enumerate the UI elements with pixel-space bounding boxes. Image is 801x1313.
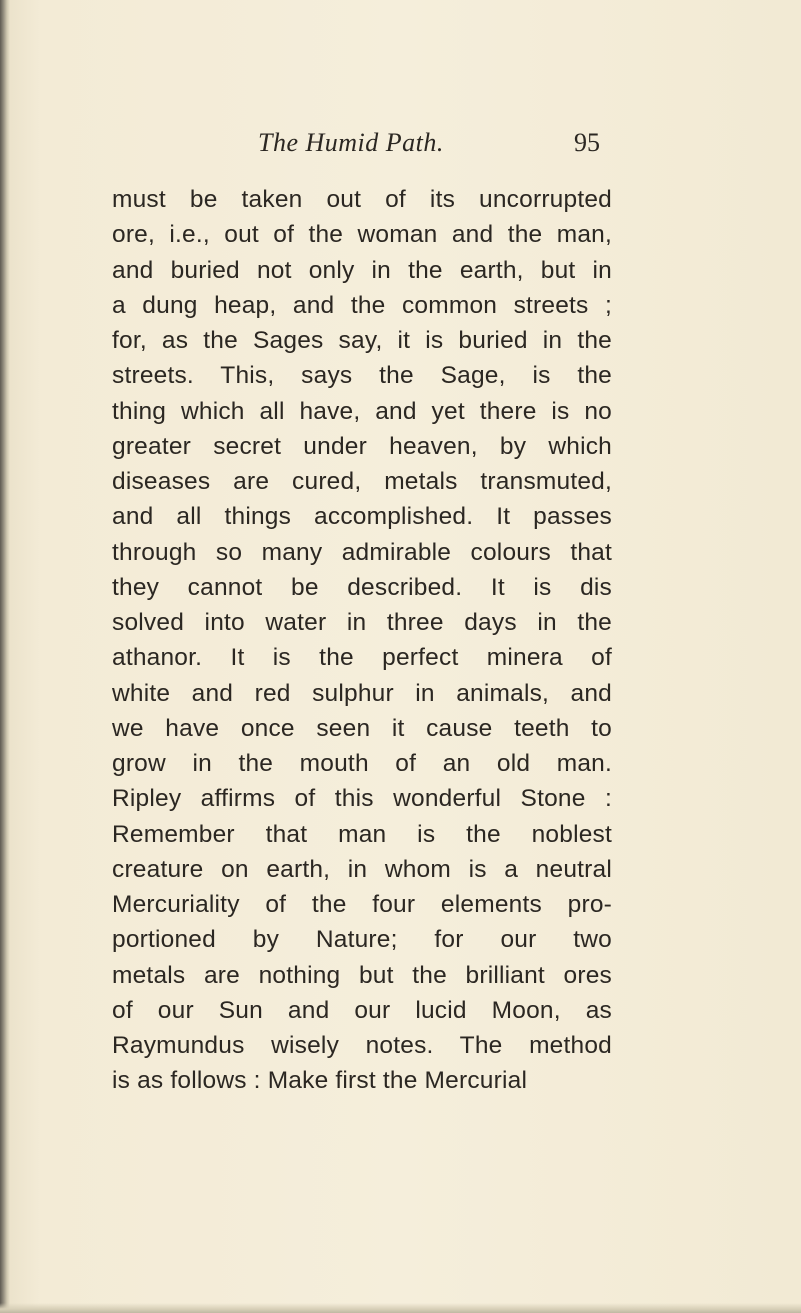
text-line: and buried not only in the earth, but in [112, 256, 612, 284]
page-number: 95 [574, 128, 600, 157]
text-line: thing which all have, and yet there is no [112, 397, 612, 425]
text-line: ore, i.e., out of the woman and the man, [112, 221, 612, 249]
text-line: we have once seen it cause teeth to [112, 714, 612, 742]
text-line: and all things accomplished. It passes [112, 503, 612, 531]
text-line: grow in the mouth of an old man. [112, 750, 612, 777]
text-line: Mercuriality of the four elements pro- [112, 891, 612, 918]
running-head [112, 128, 600, 162]
text-line: a dung heap, and the common streets ; [112, 291, 612, 319]
text-line: diseases are cured, metals transmuted, [112, 468, 612, 495]
body-text [112, 182, 612, 1099]
text-line: streets. This, says the Sage, is the [112, 362, 612, 390]
text-line: of our Sun and our lucid Moon, as [112, 996, 612, 1024]
text-line: Remember that man is the noblest [112, 820, 612, 848]
text-line: metals are nothing but the brilliant ores [112, 961, 612, 989]
text-line: Raymundus wisely notes. The method [112, 1032, 612, 1059]
running-head-title: The Humid Path. [258, 128, 444, 157]
text-line: through so many admirable colours that [112, 538, 612, 566]
text-line: portioned by Nature; for our two [112, 926, 612, 954]
text-line: solved into water in three days in the [112, 609, 612, 636]
text-line: for, as the Sages say, it is buried in the [112, 327, 612, 354]
page-bottom-edge [0, 1303, 801, 1313]
text-line: is as follows : Make first the Mercurial [112, 1067, 528, 1095]
text-line: white and red sulphur in animals, and [112, 679, 612, 707]
text-line: athanor. It is the perfect minera of [112, 644, 612, 672]
text-line: creature on earth, in whom is a neutral [112, 855, 612, 883]
binding-gutter-shadow [0, 0, 10, 1313]
text-line: greater secret under heaven, by which [112, 432, 612, 460]
text-line: must be taken out of its uncorrupted [112, 186, 612, 213]
text-line: Ripley affirms of this wonderful Stone : [112, 785, 612, 813]
text-line: they cannot be described. It is dis [112, 573, 612, 601]
